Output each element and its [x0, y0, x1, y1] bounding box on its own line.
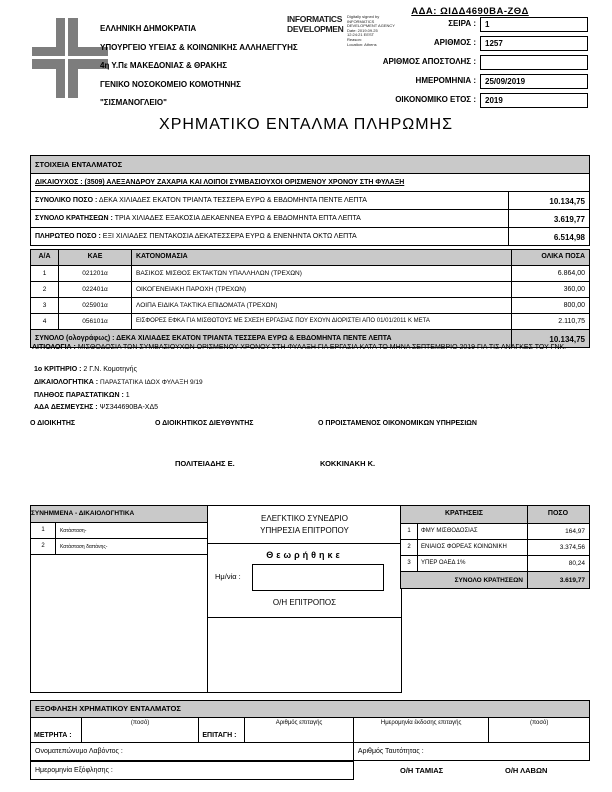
- attachment-no: 1: [41, 527, 45, 533]
- header-kae: ΚΑΕ: [58, 250, 131, 265]
- deductions-table: [400, 505, 590, 589]
- payee-row: [31, 742, 589, 760]
- attachment-text: Κατάσταση-: [55, 523, 206, 538]
- field-label-date: ΗΜΕΡΟΜΗΝΙΑ :: [415, 76, 476, 85]
- field-label-series: ΣΕΙΡΑ :: [448, 19, 476, 28]
- signer-name-2: ΚΟΚΚΙΝΑΚΗ Κ.: [320, 459, 376, 468]
- receiver-label: Ο/Η ΛΑΒΩΝ: [505, 766, 548, 775]
- signer-name-1: ΠΟΛΙΤΕΙΑΔΗΣ Ε.: [175, 459, 235, 468]
- ada-code: ΑΔΑ: ΩΙΔΔ4690ΒΑ-ΖΘΔ: [411, 6, 529, 17]
- table-row: [31, 265, 589, 281]
- row-no: 1: [42, 269, 47, 277]
- org-line-region: 4η Υ.Πε ΜΑΚΕΔΟΝΙΑΣ & ΘΡΑΚΗΣ: [100, 61, 228, 70]
- voucher-info-table: [30, 155, 590, 246]
- deduction-row: [401, 555, 589, 571]
- field-label-dispatch-number: ΑΡΙΘΜΟΣ ΑΠΟΣΤΟΛΗΣ :: [382, 57, 476, 66]
- row-kae: 025901α: [58, 298, 131, 313]
- header-no: Α/Α: [38, 253, 51, 260]
- table-row: [31, 297, 589, 313]
- commitment-ada-line: [34, 404, 158, 411]
- supporting-docs-value: ΠΑΡΑΣΤΑΤΙΚΑ ΙΔΟΧ ΦΥΛΑΞΗ 9/19: [100, 379, 203, 386]
- deduction-no: 1: [407, 528, 411, 534]
- payable-amount-value: 6.514,98: [508, 228, 589, 245]
- total-amount-words: ΔΕΚΑ ΧΙΛΙΑΔΕΣ ΕΚΑΤΟΝ ΤΡΙΑΝΤΑ ΤΕΣΣΕΡΑ ΕΥΡΩ & ΕΒΔΟΜΗΝΤΑ ΠΕΝΤΕ ΛΕΠΤΑ: [98, 197, 367, 204]
- deduction-name: ΦΜΥ ΜΙΣΘΟΔΟΣΙΑΣ: [417, 524, 527, 539]
- stamp-detail-line: Digitally signed by: [347, 14, 380, 19]
- org-line-republic: ΕΛΛΗΝΙΚΗ ΔΗΜΟΚΡΑΤΙΑ: [100, 24, 197, 33]
- docs-count-value: 1: [125, 392, 130, 399]
- org-line-ministry: ΥΠΟΥΡΓΕΙΟ ΥΓΕΙΑΣ & ΚΟΙΝΩΝΙΚΗΣ ΑΛΛΗΛΕΓΓΥΗΣ: [100, 42, 298, 52]
- deductions-total-label: ΣΥΝΟΛΟ ΚΡΑΤΗΣΕΩΝ: [454, 577, 523, 584]
- total-amount-row: [31, 191, 589, 209]
- org-line-hospital-name: "ΣΙΣΜΑΝΟΓΛΕΙΟ": [100, 98, 167, 107]
- deductions-header-name: ΚΡΑΤΗΣΕΙΣ: [444, 510, 484, 517]
- criterion-line: [34, 366, 137, 373]
- deductions-total-amount: 3.619,77: [527, 572, 588, 588]
- court-line1: ΕΛΕΓΚΤΙΚΟ ΣΥΝΕΔΡΙΟ: [261, 514, 348, 523]
- total-deductions-label: ΣΥΝΟΛΟ ΚΡΑΤΗΣΕΩΝ :: [35, 215, 113, 222]
- deduction-no: 2: [407, 544, 411, 550]
- row-name: ΟΙΚΟΓΕΝΕΙΑΚΗ ΠΑΡΟΧΗ (ΤΡΕΧΩΝ): [131, 282, 511, 297]
- row-kae: 022401α: [58, 282, 131, 297]
- cheque-label: ΕΠΙΤΑΓΗ :: [202, 732, 237, 739]
- settlement-date-cell: Ημερομηνία Εξόφλησης :: [30, 761, 354, 780]
- stamp-detail-line: Date: 2019.09.25: [347, 27, 378, 33]
- total-amount-value: 10.134,75: [508, 192, 589, 209]
- stamp-detail-line: Location: Athens: [347, 41, 377, 47]
- row-no: 4: [42, 317, 47, 325]
- expense-total-label: ΣΥΝΟΛΟ (ολογράφως) : ΔΕΚΑ ΧΙΛΙΑΔΕΣ ΕΚΑΤΟΝ ΤΡΙΑΝΤΑ ΤΕΣΣΕΡΑ ΕΥΡΩ & ΕΒΔΟΜΗΝΤΑ ΠΕΝΤΕ ΛΕΠΤΑ: [35, 335, 392, 342]
- criterion-label: 1ο ΚΡΙΤΗΡΙΟ :: [34, 366, 82, 373]
- expense-lines-table: [30, 249, 590, 348]
- court-header: [208, 506, 401, 544]
- row-amount: 360,00: [511, 282, 589, 297]
- signer-title-commander: Ο ΔΙΟΙΚΗΤΗΣ: [30, 420, 76, 427]
- stamp-detail-line: Reason:: [347, 36, 362, 42]
- total-amount-label: ΣΥΝΟΛΙΚΟ ΠΟΣΟ :: [35, 197, 98, 204]
- row-amount: 6.864,00: [511, 266, 589, 281]
- field-value-date: 25/09/2019: [480, 74, 588, 89]
- cashier-label: Ο/Η ΤΑΜΙΑΣ: [400, 766, 444, 775]
- deduction-no: 3: [407, 560, 411, 566]
- row-kae: 056101α: [58, 314, 131, 329]
- justification-label: ΑΙΤΙΟΛΟΓΙΑ :: [32, 344, 76, 351]
- cash-amount-label: (ποσό): [130, 720, 150, 726]
- deductions-header-amount: ΠΟΣΟ: [527, 506, 588, 523]
- deduction-amount: 164,97: [527, 524, 588, 539]
- row-kae: 021201α: [58, 266, 131, 281]
- row-name: ΛΟΙΠΑ ΕΙΔΙΚΑ ΤΑΚΤΙΚΑ ΕΠΙΔΟΜΑΤΑ (ΤΡΕΧΩΝ): [131, 298, 511, 313]
- org-line-hospital: ΓΕΝΙΚΟ ΝΟΣΟΚΟΜΕΙΟ ΚΟΜΟΤΗΝΗΣ: [100, 79, 241, 89]
- field-value-dispatch-number: [480, 55, 588, 70]
- cheque-amount-label: (ποσό): [529, 720, 549, 726]
- hospital-cross-logo: [24, 16, 108, 100]
- field-label-fiscal-year: ΟΙΚΟΝΟΜΙΚΟ ΕΤΟΣ :: [395, 95, 476, 104]
- stamp-title-line2: DEVELOPMEN: [287, 23, 344, 34]
- attachment-text: Κατάσταση δαπάνης-: [55, 539, 206, 554]
- commitment-ada-label: ΑΔΑ ΔΕΣΜΕΥΣΗΣ :: [34, 404, 98, 411]
- deduction-row: [401, 539, 589, 555]
- signer-title-admin-director: Ο ΔΙΟΙΚΗΤΙΚΟΣ ΔΙΕΥΘΥΝΤΗΣ: [155, 420, 254, 427]
- stamp-detail-line: 12:24:21 EEST: [347, 32, 375, 38]
- criterion-value: 2 Γ.Ν. Κομοτηνής: [83, 366, 137, 373]
- row-name: ΕΙΣΦΟΡΕΣ ΕΦΚΑ ΓΙΑ ΜΙΣΘΩΤΟΥΣ ΜΕ ΣΧΕΣΗ ΕΡΓΑΣΙΑΣ ΠΟΥ ΕΧΟΥΝ ΔΙΟΡΙΣΤΕΙ ΑΠΟ 01/01/2011 Κ ΜΕΤΑ: [131, 314, 511, 329]
- header-name: ΚΑΤΟΝΟΜΑΣΙΑ: [131, 250, 511, 265]
- deduction-amount: 3.374,56: [527, 540, 588, 555]
- attachments-box: [30, 505, 208, 693]
- payment-method-row: [31, 717, 589, 742]
- deduction-name: ΕΝΙΑΙΟΣ ΦΟΡΕΑΣ ΚΟΙΝΩΝΙΚΗ: [417, 540, 527, 555]
- stamp-detail-line: DEVELOPMENT AGENCY: [347, 23, 395, 29]
- beneficiary-label: ΔΙΚΑΙΟΥΧΟΣ :: [35, 179, 83, 186]
- payee-id-label: Αριθμός Ταυτότητας :: [353, 743, 589, 760]
- table-row: [31, 281, 589, 297]
- logo-white-horizontal-line: [24, 56, 108, 59]
- approved-stamp-text: Θεωρήθηκε: [266, 550, 343, 560]
- page-title: ΧΡΗΜΑΤΙΚΟ ΕΝΤΑΛΜΑ ΠΛΗΡΩΜΗΣ: [159, 116, 453, 133]
- docs-count-line: [34, 392, 130, 399]
- payment-section-title: ΕΞΟΦΛΗΣΗ ΧΡΗΜΑΤΙΚΟΥ ΕΝΤΑΛΜΑΤΟΣ: [31, 701, 589, 717]
- row-no: 3: [42, 301, 47, 309]
- field-label-number: ΑΡΙΘΜΟΣ :: [433, 38, 476, 47]
- row-name: ΒΑΣΙΚΟΣ ΜΙΣΘΟΣ ΕΚΤΑΚΤΩΝ ΥΠΑΛΛΗΛΩΝ (ΤΡΕΧΩΝ): [131, 266, 511, 281]
- justification-text: ΜΙΣΘΟΔΟΣΙΑ ΤΩΝ ΣΥΜΒΑΣΙΟΥΧΩΝ ΟΡΙΣΜΕΝΟΥ ΧΡΟΝΟΥ ΣΤΗ ΦΥΛΑΞΗ ΓΙΑ ΕΡΓΑΣΙΑ ΚΑΤΑ ΤΟ ΜΗΝΑ ΣΕΠΤΕΜΒΡΙΟ 2019 ΓΙΑ ΤΙΣ ΑΝΑΓΚΕΣ ΤΟΥ ΓΝΚ.: [77, 344, 567, 351]
- section-header-voucher: ΣΤΟΙΧΕΙΑ ΕΝΤΑΛΜΑΤΟΣ: [31, 156, 589, 173]
- deduction-row: [401, 523, 589, 539]
- deductions-total-row: [401, 571, 589, 588]
- cash-label: ΜΕΤΡΗΤΑ :: [34, 732, 72, 739]
- deductions-header: [401, 506, 589, 523]
- table-row: [31, 313, 589, 329]
- deduction-name: ΥΠΕΡ ΟΑΕΔ 1%: [417, 556, 527, 571]
- row-amount: 800,00: [511, 298, 589, 313]
- cheque-date-label: Ημερομηνία έκδοσης επιταγής: [380, 720, 462, 726]
- payable-amount-row: [31, 227, 589, 245]
- payee-name-label: Ονοματεπώνυμο Λαβόντος :: [35, 748, 123, 755]
- court-date-box: [252, 564, 384, 591]
- commissioner-label: Ο/Η ΕΠΙΤΡΟΠΟΣ: [272, 598, 337, 607]
- attachment-row: [31, 538, 207, 554]
- attachment-no: 2: [41, 543, 45, 549]
- field-value-fiscal-year: 2019: [480, 93, 588, 108]
- beneficiary-value: (3509) ΑΛΕΞΑΝΔΡΟΥ ΖΑΧΑΡΙΑ ΚΑΙ ΛΟΙΠΟΙ ΣΥΜΒΑΣΙΟΥΧΟΙ ΟΡΙΣΜΕΝΟΥ ΧΡΟΝΟΥ ΣΤΗ ΦΥΛΑΞΗ: [84, 179, 405, 186]
- payable-amount-label: ΠΛΗΡΩΤΕΟ ΠΟΣΟ :: [35, 233, 101, 240]
- attachments-empty-area: [31, 554, 207, 694]
- row-amount: 2.110,75: [511, 314, 589, 329]
- field-value-series: 1: [480, 17, 588, 32]
- court-of-audit-box: [207, 505, 402, 693]
- commitment-ada-value: ΨΣ344690ΒΑ-ΧΔ5: [99, 404, 159, 411]
- attachments-title: ΣΥΝΗΜΜΕΝΑ - ΔΙΚΑΙΟΛΟΓΗΤΙΚΑ: [31, 506, 207, 522]
- cheque-number-label: Αριθμός επιταγής: [275, 720, 323, 726]
- supporting-docs-line: [34, 379, 203, 386]
- total-deductions-words: ΤΡΙΑ ΧΙΛΙΑΔΕΣ ΕΞΑΚΟΣΙΑ ΔΕΚΑΕΝΝΕΑ ΕΥΡΩ & ΕΒΔΟΜΗΝΤΑ ΕΠΤΑ ΛΕΠΤΑ: [114, 215, 361, 222]
- beneficiary-row: [31, 173, 589, 191]
- total-deductions-row: [31, 209, 589, 227]
- court-line2: ΥΠΗΡΕΣΙΑ ΕΠΙΤΡΟΠΟΥ: [260, 526, 349, 535]
- attachment-row: [31, 522, 207, 538]
- header-amount: ΟΛΙΚΑ ΠΟΣΑ: [511, 250, 589, 265]
- payment-settlement-table: [30, 700, 590, 761]
- total-deductions-value: 3.619,77: [508, 210, 589, 227]
- court-date-label: Ημ/νία :: [215, 572, 241, 581]
- row-no: 2: [42, 285, 47, 293]
- payable-amount-words: ΕΞΙ ΧΙΛΙΑΔΕΣ ΠΕΝΤΑΚΟΣΙΑ ΔΕΚΑΤΕΣΣΕΡΑ ΕΥΡΩ & ΕΝΕΝΗΝΤΑ ΟΚΤΩ ΛΕΠΤΑ: [102, 233, 357, 240]
- supporting-docs-label: ΔΙΚΑΙΟΛΟΓΗΤΙΚΑ :: [34, 379, 99, 386]
- court-approval-section: [208, 544, 401, 618]
- stamp-title-line1: INFORMATICS: [287, 14, 343, 24]
- expense-table-header: [31, 250, 589, 265]
- signer-title-finance-head: Ο ΠΡΟΙΣΤΑΜΕΝΟΣ ΟΙΚΟΝΟΜΙΚΩΝ ΥΠΗΡΕΣΙΩΝ: [318, 420, 477, 427]
- justification: [32, 343, 584, 353]
- expense-total-amount: 10.134,75: [511, 330, 589, 347]
- field-value-number: 1257: [480, 36, 588, 51]
- stamp-detail-line: INFORMATICS: [347, 18, 375, 24]
- docs-count-label: ΠΛΗΘΟΣ ΠΑΡΑΣΤΑΤΙΚΩΝ :: [34, 392, 124, 399]
- deduction-amount: 80,24: [527, 556, 588, 571]
